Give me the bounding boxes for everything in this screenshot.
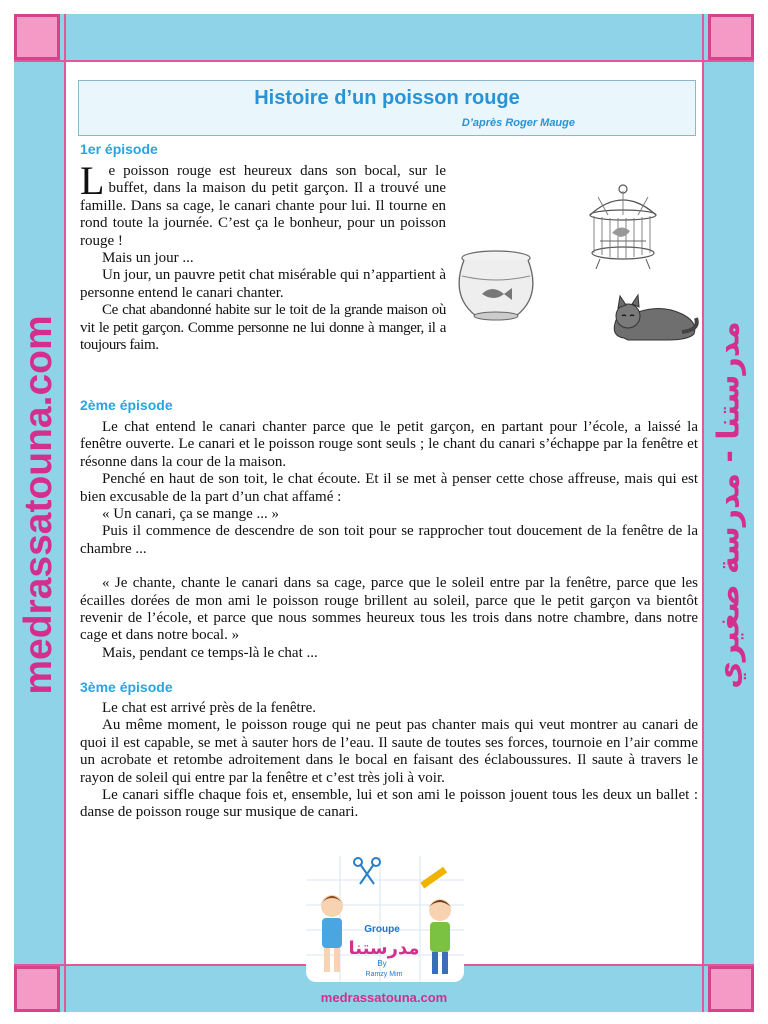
- episode-3-text: [80, 700, 698, 822]
- paragraph: Le chat entend le canari chanter parce que le petit garçon, en partant pour l’école, a laissé la fenêtre ouverte. Le canari et le poisson rouge sont seuls ; le chant du canari s’échappe par la fenêtre et résonne dans la cour de la maison.: [80, 419, 698, 470]
- corner-bottom-right: [708, 966, 754, 1012]
- paragraph: Le poisson rouge est heureux dans son bocal, sur le buffet, dans la maison du petit garçon. Il a trouvé une famille. Dans sa cage, le canari chante pour lui. Il tourne en rond toute la journée. C’est ça le bonheur, pour un poisson rouge !: [80, 158, 446, 249]
- paragraph: Ce chat abandonné habite sur le toit de la grande maison où vit le petit garçon. Comme personne ne lui donne à manger, il a toujours faim.: [80, 302, 446, 354]
- episode-3-heading: 3ème épisode: [80, 679, 173, 695]
- episode-2-heading: 2ème épisode: [80, 397, 173, 413]
- episode-1-text: [80, 158, 446, 354]
- episode-2-text: [80, 419, 698, 662]
- paragraph: Un jour, un pauvre petit chat misérable qui n’appartient à personne entend le canari chanter.: [80, 267, 446, 301]
- frame-top-band: [14, 14, 754, 60]
- logo-group-label: Groupe: [364, 924, 400, 935]
- paragraph: « Je chante, chante le canari dans sa cage, parce que le soleil entre par la fenêtre, parce que les écailles dorées de mon ami le poisson rouge brillent au soleil, parce que le petit garçon va bientôt revenir de l’école, et parce que nous sommes heureux tous les trois dans notre chambre, dans notre cage et dans notre bocal. »: [80, 575, 698, 644]
- paragraph: Au même moment, le poisson rouge qui ne peut pas chanter mais qui veut montrer au canari de quoi il est capable, se met à sauter hors de l’eau. Il saute de toutes ses forces, tournoie en l’air comme un acrobate et retombe adroitement dans le bocal en faisant des éclaboussures. Il saute à travers le rayon de soleil qui entre par la fenêtre et c’est très joli à voir.: [80, 717, 698, 786]
- cat-illustration: [608, 290, 700, 342]
- side-watermark-left: medrassatouna.com: [17, 315, 60, 695]
- title-box: [78, 80, 696, 136]
- logo-author: Ramzy Mim: [365, 971, 403, 978]
- corner-top-right: [708, 14, 754, 60]
- episode-1-heading: 1er épisode: [80, 141, 158, 157]
- logo-by-label: By: [377, 959, 387, 968]
- birdcage-illustration: [580, 183, 666, 273]
- paragraph: Puis il commence de descendre de son toit pour se rapprocher tout doucement de la fenêtre de la chambre ...: [80, 523, 698, 557]
- paragraph: Penché en haut de son toit, le chat écoute. Et il se met à penser cette chose affreuse, mais qui est bien excusable de la part d’un chat affamé :: [80, 471, 698, 505]
- side-watermark-right: مدرستنا - مدرسة صغيري: [711, 321, 747, 689]
- paragraph: Le canari siffle chaque fois et, ensemble, lui et son ami le poisson jouent tous les deux un ballet : danse de poisson rouge sur musique de canari.: [80, 787, 698, 821]
- author-credit: D’après Roger Mauge: [461, 117, 575, 129]
- drop-cap: L: [80, 158, 105, 203]
- logo-arabic-name: مدرستنا: [348, 938, 420, 959]
- paragraph: Mais un jour ...: [102, 250, 194, 267]
- logo-site-url: medrassatouna.com: [320, 990, 448, 1005]
- fishbowl-illustration: [454, 246, 538, 322]
- frame-line-right: [702, 14, 704, 1012]
- paragraph: Le chat est arrivé près de la fenêtre.: [102, 700, 317, 716]
- paragraph: « Un canari, ça se mange ... »: [102, 506, 280, 523]
- page-title: Histoire d’un poisson rouge: [254, 87, 520, 109]
- corner-top-left: [14, 14, 60, 60]
- group-logo: [300, 850, 470, 988]
- paragraph: Mais, pendant ce temps-là le chat ...: [102, 644, 318, 661]
- corner-bottom-left: [14, 966, 60, 1012]
